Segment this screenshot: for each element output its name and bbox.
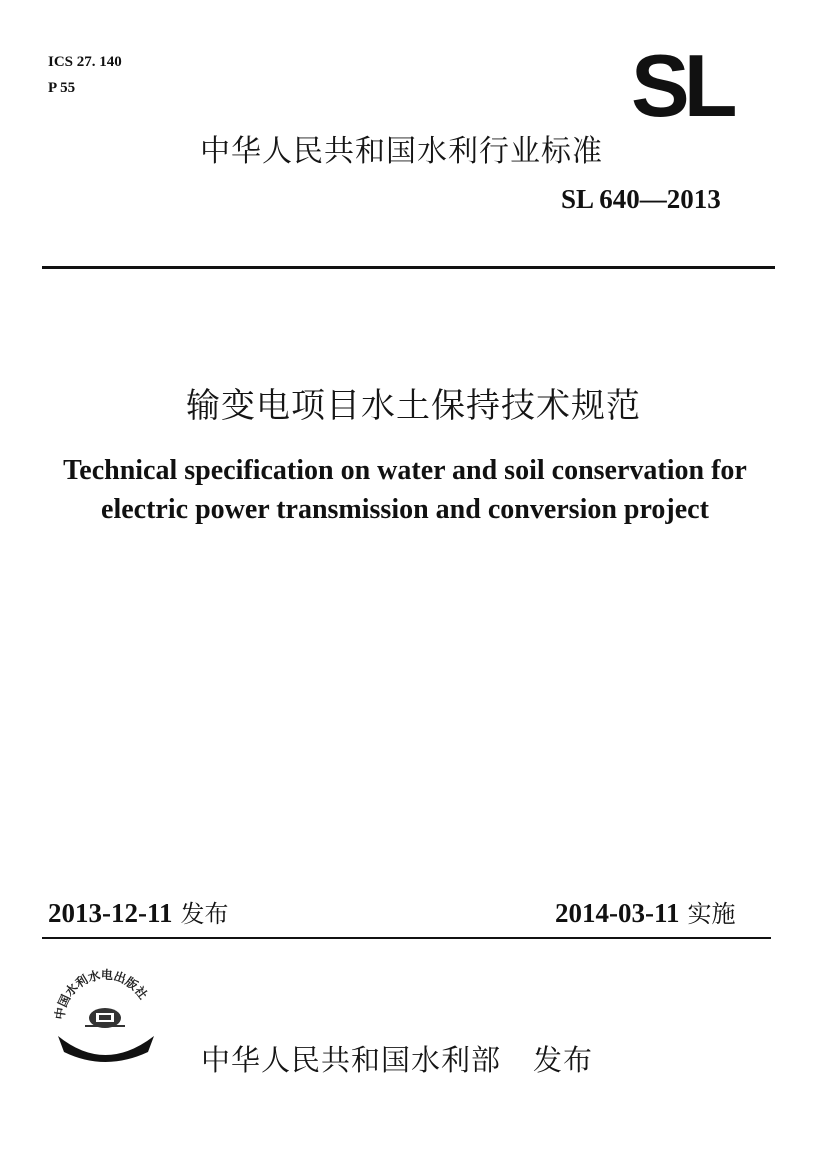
seal-emblem-icon bbox=[85, 1008, 125, 1028]
title-chinese: 输变电项目水土保持技术规范 bbox=[186, 386, 641, 426]
ics-code: ICS 27. 140 bbox=[48, 54, 122, 70]
seal-text: 中国水利水电出版社 bbox=[52, 967, 151, 1021]
standard-number: SL 640—2013 bbox=[561, 184, 721, 214]
effective-date-block bbox=[555, 894, 736, 929]
class-code: P 55 bbox=[48, 80, 76, 96]
publisher-line bbox=[201, 1038, 593, 1079]
publisher-action: 发布 bbox=[533, 1043, 594, 1077]
title-english-line1: Technical specification on water and soil conservation for bbox=[63, 455, 747, 486]
industry-standard-title: 中华人民共和国水利行业标准 bbox=[200, 134, 603, 169]
effective-label: 实施 bbox=[687, 900, 736, 928]
sl-logo bbox=[631, 50, 771, 122]
issue-date-block bbox=[48, 894, 229, 929]
classification-codes bbox=[48, 49, 122, 101]
effective-date: 2014-03-11 bbox=[555, 898, 680, 928]
seal-banner bbox=[58, 1036, 154, 1062]
issue-date: 2013-12-11 bbox=[48, 898, 173, 928]
top-divider bbox=[42, 266, 775, 269]
publisher-name: 中华人民共和国水利部 bbox=[201, 1043, 502, 1077]
publisher-seal bbox=[52, 966, 158, 1064]
title-english bbox=[0, 451, 810, 529]
issue-label: 发布 bbox=[180, 900, 229, 928]
bottom-divider bbox=[42, 937, 771, 939]
title-english-line2: electric power transmission and conversion project bbox=[101, 494, 709, 525]
sl-logo-text: SL bbox=[631, 50, 732, 122]
